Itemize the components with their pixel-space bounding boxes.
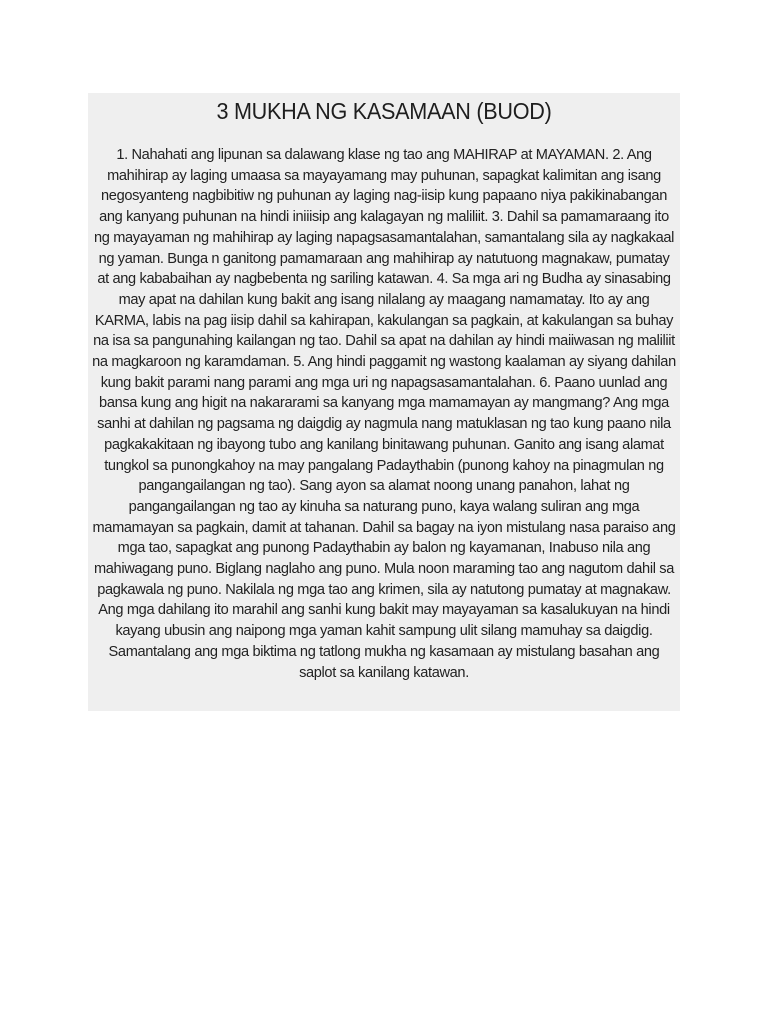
document-body: 1. Nahahati ang lipunan sa dalawang klase ng tao ang MAHIRAP at MAYAMAN. 2. Ang mahihirap ay laging umaasa sa mayayamang may puhunan, sapagkat kalimitan ang isang negosyanteng nagbibitiw ng puhunan ay laging nag-iisip kung papaano niya pakikinabangan ang kanyang puhunan na hindi iniiisip ang kalagayan ng maliliit. 3. Dahil sa pamamaraang ito ng mayayaman ng mahihirap ay laging napagsasamantalahan, samantalang sila ay nagkakaal ng yaman. Bunga n ganitong pamamaraan ang mahihirap ay natutuong magnakaw, pumatay at ang kababaihan ay nagbebenta ng sariling katawan. 4. Sa mga ari ng Budha ay sinasabing may apat na dahilan kung bakit ang isang nilalang ay maagang namamatay. Ito ay ang KARMA, labis na pag iisip dahil sa kahirapan, kakulangan sa pagkain, at kakulangan sa buhay na isa sa pangunahing kailangan ng tao. Dahil sa apat na dahilan ay hindi maiiwasan ng maliliit na magkaroon ng karamdaman. 5. Ang hindi paggamit ng wastong kaalaman ay siyang dahilan kung bakit parami nang parami ang mga uri ng napagsasamantalahan. 6. Paano uunlad ang bansa kung ang higit na nakararami sa kanyang mga mamamayan ay mangmang? Ang mga sanhi at dahilan ng pagsama ng daigdig ay nagmula nang matuklasan ng tao kung paano nila pagkakakitaan ng ibayong tubo ang kanilang binitawang puhunan. Ganito ang isang alamat tungkol sa punongkahoy na may pangalang Padaythabin (punong kahoy na pinagmulan ng pangangailangan ng tao). Sang ayon sa alamat noong unang panahon, lahat ng pangangailangan ng tao ay kinuha sa naturang puno, kaya walang suliran ang mga mamamayan sa pagkain, damit at tahanan. Dahil sa bagay na iyon mistulang nasa paraiso ang mga tao, sapagkat ang punong Padaythabin ay balon ng kayamanan, Inabuso nila ang mahiwagang puno. Biglang naglaho ang puno. Mula noon maraming tao ang nagutom dahil sa pagkawala ng puno. Nakilala ng mga tao ang krimen, sila ay natutong pumatay at magnakaw. Ang mga dahilang ito marahil ang sanhi kung bakit may mayayaman sa kasalukuyan na hindi kayang ubusin ang naipong mga yaman kahit sampung ulit silang mamuhay sa daigdig. Samantalang ang mga biktima ng tatlong mukha ng kasamaan ay mistulang basahan ang saplot sa kanilang katawan. (92, 147, 676, 681)
document-title: 3 MUKHA NG KASAMAAN (BUOD) (216, 98, 552, 124)
document-panel (88, 93, 680, 711)
